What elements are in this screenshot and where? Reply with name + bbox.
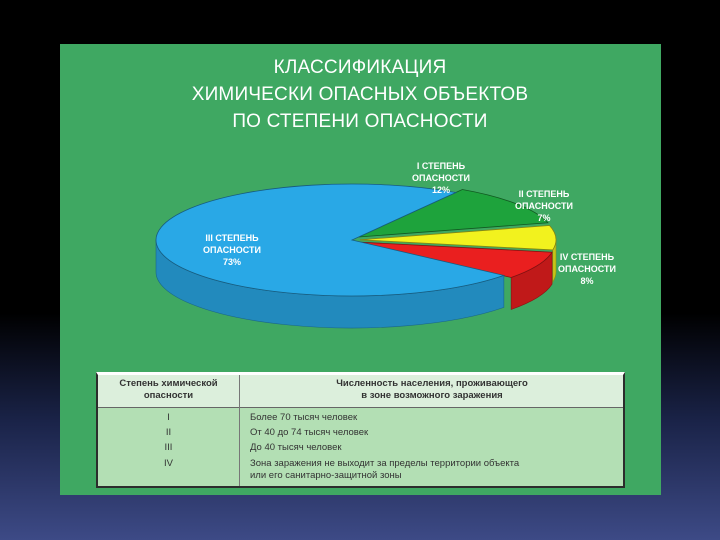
cell-degree: IV — [164, 458, 173, 469]
header-degree: Степень химической опасности — [119, 378, 218, 401]
cell-degree: II — [165, 427, 172, 438]
slice-label-II: II СТЕПЕНЬ ОПАСНОСТИ 7% — [515, 189, 573, 223]
title-line: КЛАССИФИКАЦИЯ — [273, 57, 447, 78]
cell-population: До 40 тысяч человек — [250, 442, 342, 453]
header-population: Численность населения, проживающего в зоне возможного заражения — [336, 378, 528, 401]
cell-population: Зона заражения не выходит за пределы территории объекта или его санитарно-защитной зоны — [250, 458, 520, 481]
cell-degree: III — [164, 442, 173, 453]
slice-label-IV: IV СТЕПЕНЬ ОПАСНОСТИ 8% — [558, 252, 616, 286]
hazard-table — [96, 372, 625, 488]
table-row — [98, 442, 623, 456]
table-row — [98, 427, 623, 441]
cell-degree: I — [167, 412, 170, 423]
table-row — [98, 412, 623, 426]
slice-label-I: I СТЕПЕНЬ ОПАСНОСТИ 12% — [412, 161, 470, 195]
table-row — [98, 458, 623, 486]
cell-population: Более 70 тысяч человек — [250, 412, 358, 423]
slide — [60, 44, 661, 495]
title-line: ХИМИЧЕСКИ ОПАСНЫХ ОБЪЕКТОВ — [191, 84, 529, 105]
table-header — [98, 375, 623, 408]
title-line: ПО СТЕПЕНИ ОПАСНОСТИ — [232, 111, 488, 132]
cell-population: От 40 до 74 тысяч человек — [250, 427, 369, 438]
slice-label-III: III СТЕПЕНЬ ОПАСНОСТИ 73% — [203, 233, 261, 267]
